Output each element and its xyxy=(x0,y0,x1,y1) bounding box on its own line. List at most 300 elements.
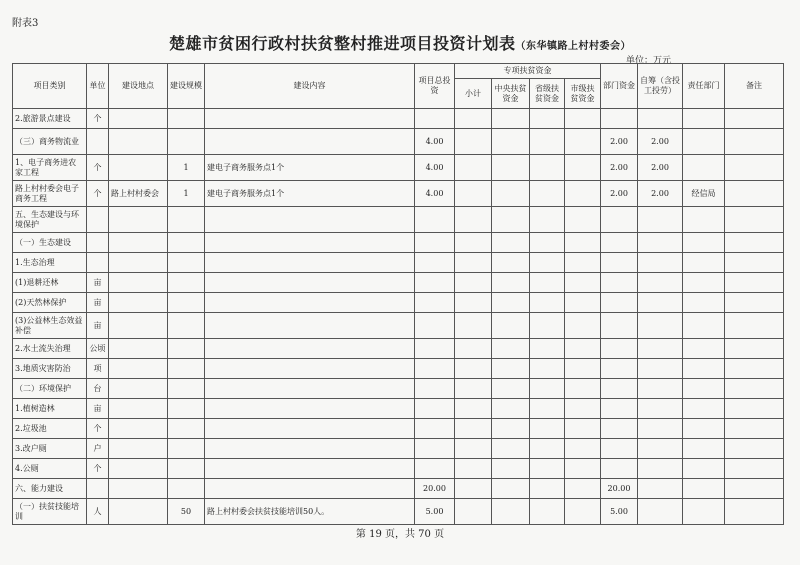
cell-responsible xyxy=(683,479,725,499)
header-unit: 单位 xyxy=(87,64,109,109)
table-row xyxy=(13,439,784,459)
cell-category: 路上村村委会电子商务工程 xyxy=(13,181,87,207)
cell-scale xyxy=(168,109,205,129)
cell-location xyxy=(109,233,168,253)
cell-scale: 1 xyxy=(168,181,205,207)
cell-category: 3.改户厕 xyxy=(13,439,87,459)
cell-category: 1.植树造林 xyxy=(13,399,87,419)
cell-category: (2)天然林保护 xyxy=(13,293,87,313)
cell-unit xyxy=(87,479,109,499)
header-remark: 备注 xyxy=(725,64,784,109)
table-row xyxy=(13,155,784,181)
cell-city xyxy=(565,379,601,399)
cell-unit: 亩 xyxy=(87,399,109,419)
cell-scale xyxy=(168,359,205,379)
table-row xyxy=(13,293,784,313)
cell-city xyxy=(565,359,601,379)
cell-unit: 个 xyxy=(87,181,109,207)
cell-dept: 2.00 xyxy=(601,181,638,207)
cell-total xyxy=(415,109,455,129)
cell-subtotal xyxy=(455,233,492,253)
table-row xyxy=(13,253,784,273)
cell-category: 4.公厕 xyxy=(13,459,87,479)
cell-scale xyxy=(168,293,205,313)
cell-remark xyxy=(725,109,784,129)
cell-central xyxy=(492,419,530,439)
cell-dept xyxy=(601,233,638,253)
cell-remark xyxy=(725,399,784,419)
cell-total xyxy=(415,439,455,459)
table-row xyxy=(13,273,784,293)
cell-central xyxy=(492,339,530,359)
cell-content xyxy=(205,109,415,129)
cell-responsible xyxy=(683,439,725,459)
table-row xyxy=(13,181,784,207)
cell-total xyxy=(415,253,455,273)
cell-unit: 亩 xyxy=(87,293,109,313)
cell-subtotal xyxy=(455,479,492,499)
cell-location xyxy=(109,399,168,419)
cell-location xyxy=(109,253,168,273)
cell-city xyxy=(565,339,601,359)
cell-category: (1)退耕还林 xyxy=(13,273,87,293)
cell-city xyxy=(565,293,601,313)
cell-city xyxy=(565,207,601,233)
cell-city xyxy=(565,499,601,525)
cell-self xyxy=(638,293,683,313)
cell-content xyxy=(205,129,415,155)
cell-unit: 公顷 xyxy=(87,339,109,359)
cell-total xyxy=(415,339,455,359)
cell-remark xyxy=(725,181,784,207)
cell-self xyxy=(638,207,683,233)
cell-location: 路上村村委会 xyxy=(109,181,168,207)
cell-dept xyxy=(601,109,638,129)
cell-central xyxy=(492,399,530,419)
cell-category: （二）环境保护 xyxy=(13,379,87,399)
cell-total xyxy=(415,293,455,313)
cell-total xyxy=(415,359,455,379)
cell-provincial xyxy=(530,439,565,459)
cell-content xyxy=(205,273,415,293)
cell-category: （一）生态建设 xyxy=(13,233,87,253)
cell-unit: 亩 xyxy=(87,313,109,339)
cell-provincial xyxy=(530,181,565,207)
cell-location xyxy=(109,313,168,339)
cell-city xyxy=(565,253,601,273)
cell-scale xyxy=(168,399,205,419)
cell-scale: 50 xyxy=(168,499,205,525)
cell-city xyxy=(565,233,601,253)
cell-responsible: 经信局 xyxy=(683,181,725,207)
cell-city xyxy=(565,439,601,459)
cell-central xyxy=(492,109,530,129)
cell-city xyxy=(565,399,601,419)
cell-self xyxy=(638,109,683,129)
cell-self: 2.00 xyxy=(638,181,683,207)
cell-subtotal xyxy=(455,399,492,419)
cell-unit xyxy=(87,253,109,273)
cell-location xyxy=(109,359,168,379)
cell-dept xyxy=(601,253,638,273)
cell-responsible xyxy=(683,155,725,181)
title-subtitle: （东华镇路上村村委会） xyxy=(515,41,631,52)
cell-content: 建电子商务服务点1个 xyxy=(205,181,415,207)
cell-dept xyxy=(601,359,638,379)
cell-city xyxy=(565,155,601,181)
cell-category: 2.垃圾池 xyxy=(13,419,87,439)
cell-subtotal xyxy=(455,379,492,399)
header-central: 中央扶贫资金 xyxy=(492,79,530,109)
cell-city xyxy=(565,479,601,499)
cell-dept xyxy=(601,399,638,419)
cell-remark xyxy=(725,253,784,273)
cell-subtotal xyxy=(455,459,492,479)
cell-remark xyxy=(725,359,784,379)
table-row xyxy=(13,479,784,499)
cell-dept: 5.00 xyxy=(601,499,638,525)
cell-location xyxy=(109,207,168,233)
cell-subtotal xyxy=(455,439,492,459)
cell-responsible xyxy=(683,233,725,253)
cell-responsible xyxy=(683,207,725,233)
header-content: 建设内容 xyxy=(205,64,415,109)
cell-remark xyxy=(725,273,784,293)
cell-self xyxy=(638,359,683,379)
table-row xyxy=(13,379,784,399)
cell-dept xyxy=(601,313,638,339)
cell-unit: 个 xyxy=(87,155,109,181)
cell-content: 路上村村委会扶贫技能培训50人。 xyxy=(205,499,415,525)
cell-responsible xyxy=(683,339,725,359)
cell-scale xyxy=(168,379,205,399)
cell-subtotal xyxy=(455,359,492,379)
cell-total xyxy=(415,459,455,479)
cell-content xyxy=(205,479,415,499)
cell-city xyxy=(565,181,601,207)
cell-unit: 个 xyxy=(87,459,109,479)
cell-scale xyxy=(168,273,205,293)
cell-category: 五、生态建设与环境保护 xyxy=(13,207,87,233)
appendix-label: 附表3 xyxy=(12,18,39,29)
cell-location xyxy=(109,499,168,525)
cell-remark xyxy=(725,207,784,233)
cell-self xyxy=(638,379,683,399)
page-footer: 第 19 页，共 70 页 xyxy=(355,529,445,540)
cell-dept xyxy=(601,379,638,399)
cell-provincial xyxy=(530,359,565,379)
cell-location xyxy=(109,339,168,359)
cell-responsible xyxy=(683,313,725,339)
cell-category: (3)公益林生态效益补偿 xyxy=(13,313,87,339)
cell-remark xyxy=(725,479,784,499)
table-row xyxy=(13,459,784,479)
cell-provincial xyxy=(530,379,565,399)
cell-category: 2.水土流失治理 xyxy=(13,339,87,359)
cell-total xyxy=(415,379,455,399)
cell-subtotal xyxy=(455,293,492,313)
cell-subtotal xyxy=(455,155,492,181)
cell-provincial xyxy=(530,233,565,253)
cell-provincial xyxy=(530,253,565,273)
cell-content xyxy=(205,207,415,233)
cell-dept: 20.00 xyxy=(601,479,638,499)
cell-subtotal xyxy=(455,313,492,339)
cell-responsible xyxy=(683,379,725,399)
page-title xyxy=(0,31,800,54)
unit-label: 单位：万元 xyxy=(626,56,672,66)
cell-provincial xyxy=(530,399,565,419)
cell-scale xyxy=(168,459,205,479)
cell-scale xyxy=(168,253,205,273)
cell-city xyxy=(565,419,601,439)
cell-total: 4.00 xyxy=(415,155,455,181)
cell-total xyxy=(415,233,455,253)
cell-total: 4.00 xyxy=(415,129,455,155)
cell-content xyxy=(205,439,415,459)
cell-location xyxy=(109,293,168,313)
cell-category: 2.旅游景点建设 xyxy=(13,109,87,129)
cell-provincial xyxy=(530,459,565,479)
cell-total: 5.00 xyxy=(415,499,455,525)
cell-total xyxy=(415,419,455,439)
cell-category: （三）商务物流业 xyxy=(13,129,87,155)
cell-central xyxy=(492,479,530,499)
cell-location xyxy=(109,439,168,459)
cell-self xyxy=(638,339,683,359)
cell-city xyxy=(565,273,601,293)
cell-central xyxy=(492,293,530,313)
table-row xyxy=(13,233,784,253)
cell-responsible xyxy=(683,419,725,439)
cell-category: 3.地质灾害防治 xyxy=(13,359,87,379)
cell-total xyxy=(415,399,455,419)
cell-location xyxy=(109,155,168,181)
table-row xyxy=(13,499,784,525)
cell-scale xyxy=(168,207,205,233)
cell-remark xyxy=(725,459,784,479)
cell-responsible xyxy=(683,109,725,129)
cell-dept xyxy=(601,439,638,459)
cell-remark xyxy=(725,439,784,459)
cell-unit: 户 xyxy=(87,439,109,459)
cell-location xyxy=(109,109,168,129)
cell-dept xyxy=(601,273,638,293)
cell-provincial xyxy=(530,155,565,181)
cell-content xyxy=(205,233,415,253)
cell-content xyxy=(205,379,415,399)
cell-location xyxy=(109,479,168,499)
cell-provincial xyxy=(530,273,565,293)
cell-content xyxy=(205,293,415,313)
cell-central xyxy=(492,181,530,207)
cell-responsible xyxy=(683,459,725,479)
cell-remark xyxy=(725,293,784,313)
cell-scale xyxy=(168,419,205,439)
cell-scale xyxy=(168,313,205,339)
table-row xyxy=(13,313,784,339)
title-main: 楚雄市贫困行政村扶贫整村推进项目投资计划表 xyxy=(168,34,516,53)
header-subtotal: 小计 xyxy=(455,79,492,109)
cell-responsible xyxy=(683,273,725,293)
cell-unit: 个 xyxy=(87,419,109,439)
cell-central xyxy=(492,459,530,479)
cell-provincial xyxy=(530,313,565,339)
cell-central xyxy=(492,359,530,379)
cell-provincial xyxy=(530,129,565,155)
cell-content xyxy=(205,459,415,479)
header-location: 建设地点 xyxy=(109,64,168,109)
cell-responsible xyxy=(683,399,725,419)
cell-remark xyxy=(725,419,784,439)
cell-unit: 亩 xyxy=(87,273,109,293)
cell-content: 建电子商务服务点1个 xyxy=(205,155,415,181)
cell-city xyxy=(565,129,601,155)
cell-total: 20.00 xyxy=(415,479,455,499)
cell-responsible xyxy=(683,293,725,313)
header-total: 项目总投资 xyxy=(415,64,455,109)
cell-remark xyxy=(725,129,784,155)
cell-central xyxy=(492,499,530,525)
header-row-1 xyxy=(13,64,784,79)
cell-self xyxy=(638,479,683,499)
header-category: 项目类别 xyxy=(13,64,87,109)
table-row xyxy=(13,339,784,359)
cell-total xyxy=(415,313,455,339)
cell-location xyxy=(109,273,168,293)
cell-dept: 2.00 xyxy=(601,155,638,181)
cell-dept xyxy=(601,459,638,479)
cell-total: 4.00 xyxy=(415,181,455,207)
cell-central xyxy=(492,273,530,293)
cell-content xyxy=(205,253,415,273)
cell-central xyxy=(492,439,530,459)
cell-location xyxy=(109,459,168,479)
cell-central xyxy=(492,233,530,253)
cell-responsible xyxy=(683,499,725,525)
cell-subtotal xyxy=(455,181,492,207)
header-city: 市级扶贫资金 xyxy=(565,79,601,109)
cell-unit: 人 xyxy=(87,499,109,525)
cell-category: （一）扶贫技能培训 xyxy=(13,499,87,525)
cell-subtotal xyxy=(455,419,492,439)
cell-content xyxy=(205,359,415,379)
cell-self xyxy=(638,499,683,525)
cell-remark xyxy=(725,339,784,359)
cell-subtotal xyxy=(455,109,492,129)
cell-content xyxy=(205,399,415,419)
cell-category: 六、能力建设 xyxy=(13,479,87,499)
cell-provincial xyxy=(530,419,565,439)
cell-provincial xyxy=(530,207,565,233)
cell-dept xyxy=(601,419,638,439)
cell-responsible xyxy=(683,129,725,155)
cell-unit: 项 xyxy=(87,359,109,379)
cell-category: 1.生态治理 xyxy=(13,253,87,273)
header-provincial: 省级扶贫资金 xyxy=(530,79,565,109)
cell-dept xyxy=(601,207,638,233)
cell-content xyxy=(205,339,415,359)
table-row xyxy=(13,359,784,379)
cell-scale xyxy=(168,233,205,253)
table-row xyxy=(13,129,784,155)
table-row xyxy=(13,109,784,129)
cell-subtotal xyxy=(455,253,492,273)
cell-scale xyxy=(168,479,205,499)
cell-total xyxy=(415,207,455,233)
cell-self xyxy=(638,439,683,459)
header-special-funds: 专项扶贫资金 xyxy=(455,64,601,79)
cell-subtotal xyxy=(455,499,492,525)
header-dept: 部门资金 xyxy=(601,64,638,109)
cell-central xyxy=(492,129,530,155)
cell-city xyxy=(565,459,601,479)
cell-responsible xyxy=(683,253,725,273)
cell-self: 2.00 xyxy=(638,129,683,155)
cell-scale xyxy=(168,339,205,359)
cell-central xyxy=(492,155,530,181)
header-self: 自筹（含投工投劳） xyxy=(638,64,683,109)
cell-content xyxy=(205,313,415,339)
cell-city xyxy=(565,313,601,339)
table-row xyxy=(13,419,784,439)
header-responsible: 责任部门 xyxy=(683,64,725,109)
cell-remark xyxy=(725,499,784,525)
cell-dept xyxy=(601,339,638,359)
cell-self xyxy=(638,253,683,273)
cell-scale: 1 xyxy=(168,155,205,181)
cell-unit xyxy=(87,207,109,233)
cell-self xyxy=(638,233,683,253)
cell-content xyxy=(205,419,415,439)
cell-responsible xyxy=(683,359,725,379)
cell-dept: 2.00 xyxy=(601,129,638,155)
header-scale: 建设规模 xyxy=(168,64,205,109)
cell-remark xyxy=(725,313,784,339)
cell-dept xyxy=(601,293,638,313)
cell-subtotal xyxy=(455,129,492,155)
cell-scale xyxy=(168,129,205,155)
table-row xyxy=(13,207,784,233)
cell-self xyxy=(638,399,683,419)
table-row xyxy=(13,399,784,419)
cell-subtotal xyxy=(455,339,492,359)
investment-plan-table xyxy=(12,63,784,525)
cell-provincial xyxy=(530,109,565,129)
cell-remark xyxy=(725,379,784,399)
cell-subtotal xyxy=(455,207,492,233)
cell-self: 2.00 xyxy=(638,155,683,181)
cell-self xyxy=(638,273,683,293)
cell-self xyxy=(638,313,683,339)
cell-location xyxy=(109,379,168,399)
cell-remark xyxy=(725,155,784,181)
cell-location xyxy=(109,419,168,439)
cell-unit: 个 xyxy=(87,109,109,129)
cell-remark xyxy=(725,233,784,253)
cell-city xyxy=(565,109,601,129)
cell-unit xyxy=(87,233,109,253)
cell-provincial xyxy=(530,293,565,313)
cell-total xyxy=(415,273,455,293)
cell-self xyxy=(638,459,683,479)
cell-provincial xyxy=(530,499,565,525)
cell-location xyxy=(109,129,168,155)
cell-provincial xyxy=(530,339,565,359)
cell-scale xyxy=(168,439,205,459)
cell-subtotal xyxy=(455,273,492,293)
cell-self xyxy=(638,419,683,439)
